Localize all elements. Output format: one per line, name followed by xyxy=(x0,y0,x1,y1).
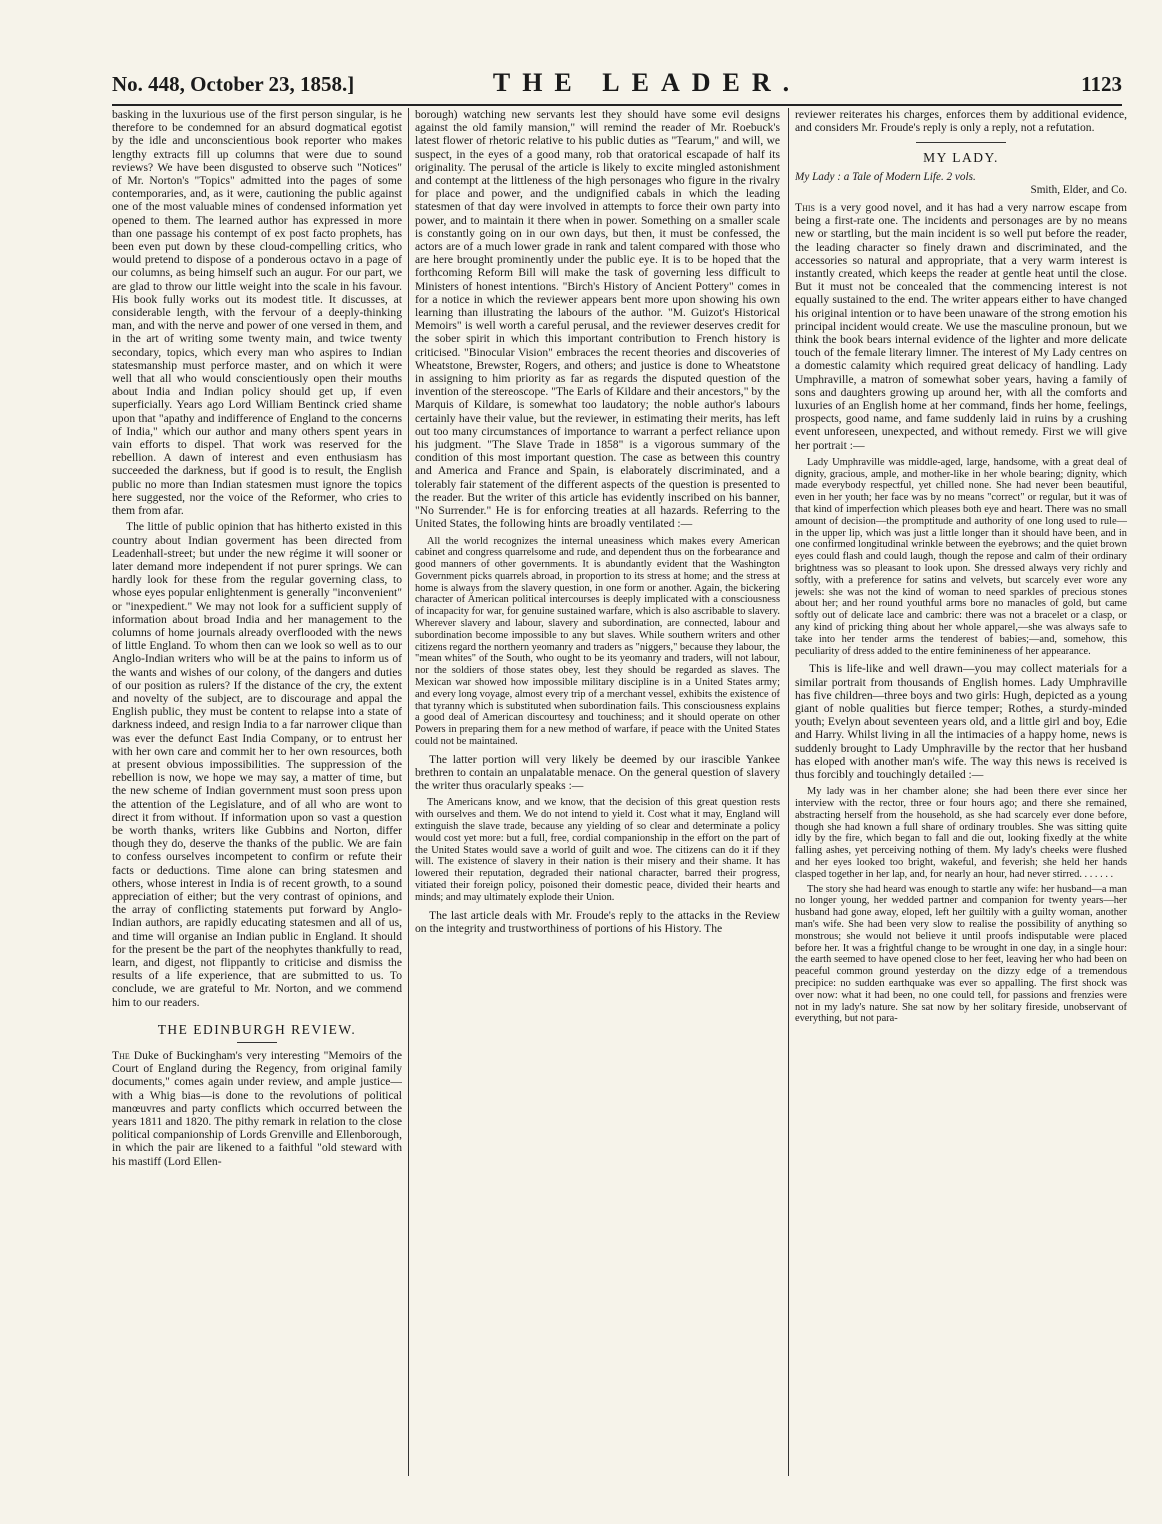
book-publisher: Smith, Elder, and Co. xyxy=(1030,183,1127,196)
article-paragraph: basking in the luxurious use of the first person singular, is he therefore to be condemned for an absurd dogmatical egotist by the idle and unconscientious book reporter who makes lengthy extracts fill up columns that were due to sound reviews? We have been disgusted to observe such "Notices" of Mr. Norton's "Topics" admitted into the pages of some contemporaries, and, as it were, cautioning the public against one of the most valuable mines of condensed information yet opened to them. The learned author has expressed in more than one passage his contempt of ex post facto prophets, has been even put down by these cloud-compelling critics, who would pretend to dispose of a ponderous octavo in a page of our columns, as being himself such an augur. For our part, we are glad to throw our little weight into the scale in his favour. His book fully works out its modest title. It discusses, at considerable length, with the fervour of a deeply-thinking man, and with the nerve and power of one versed in them, and in the art of writing some twenty main, and twice twenty secondary, topics, which every man who aspires to Indian statesmanship must perforce master, and on which it were well that all who would conscientiously open their mouths about India and Indian policy should get up, if even superficially. Years ago Lord William Bentinck cried shame upon that "apathy and indifference of England to the concerns of India," which our author and many others spent years in vain efforts to dispel. That work was reserved for the rebellion. A dawn of interest and even enthusiasm has succeeded the darkness, but if good is to result, the English public no more than Indian statesmen must ignore the topics here suggested, nor the voice of the Reformer, who cries to them from afar. xyxy=(112,108,402,518)
block-quote xyxy=(415,797,780,903)
column-rule xyxy=(408,108,409,1476)
quote-paragraph: The Americans know, and we know, that the decision of this great question rests with ourselves and them. We do not intend to yield it. Cost what it may, England will extinguish the slave trade, because any yielding of so clear and determinate a policy would cost yet more: but a full, free, cordial companionship in the effort on the part of the United States would save a world of guilt and woe. The citizens can do it if they will. The existence of slavery in their nation is their misery and their shame. It has lowered their reputation, degraded their national character, barred their progress, vitiated their foreign policy, poisoned their domestic peace, divided their hearts and minds; and may ultimately explode their Union. xyxy=(415,797,780,903)
block-quote xyxy=(795,457,1127,658)
article-paragraph: reviewer reiterates his charges, enforces them by additional evidence, and considers Mr. Froude's reply is only a reply, not a refutation. xyxy=(795,108,1127,135)
quote-paragraph: My lady was in her chamber alone; she had been there ever since her interview with the rector, three or four hours ago; and there she remained, abstracting herself from the household, as she had scarcely ever done before, though she had known a full share of ordinary troubles. She was sitting quite idly by the fire, which began to fall and die out, looking fixedly at the white falling ashes, yet perceiving nothing of them. My lady's cheeks were flushed and her eyes looked too bright, wakeful, and feverish; she held her hands clasped together in her lap, and, for nearly an hour, had never stirred. . . . . . . xyxy=(795,786,1127,880)
article-paragraph xyxy=(795,201,1127,452)
masthead xyxy=(112,66,1122,106)
divider xyxy=(237,1042,277,1043)
block-quote xyxy=(795,786,1127,1025)
lead-word: The xyxy=(112,1049,130,1063)
quote-paragraph: All the world recognizes the internal uneasiness which makes every American cabinet and congress quarrelsome and rude, and dependent thus on the forbearance and good manners of other governments. It is abundantly evident that the Washington Government picks quarrels abroad, in proportion to its stress at home; and the stress at home is always from the slavery question, in one form or another. Again, the bickering character of American political intercourses is deeply implicated with a consciousness of incapacity for war, for genuine sustained warfare, which is also ascribable to slavery. Wherever slavery and labour, slavery and subordination, are connected, labour and subordination become impossible to any but slaves. While southern writers and other citizens regard the northern yeomanry and traders as "niggers," because they labour, the "mean whites" of the South, who ought to be its yeomanry and traders, will not labour, nor the soldiers of those states obey, lest they should be regarded as slaves. The Mexican war showed how impossible military discipline is in a United States army; and every long voyage, almost every trip of a merchant vessel, exhibits the existence of that tyranny which is substituted when subordination fails. This consciousness explains a good deal of American discourtesy and touchiness; and it should operate on other Powers in preparing them for a new method of warfare, if peace with the United States could not be maintained. xyxy=(415,535,780,748)
column-3 xyxy=(795,108,1127,1476)
issue-date: No. 448, October 23, 1858.] xyxy=(112,72,355,96)
article-paragraph: The last article deals with Mr. Froude's reply to the attacks in the Review on the integrity and trustworthiness of portions of his History. The xyxy=(415,908,780,935)
quote-paragraph: Lady Umphraville was middle-aged, large, handsome, with a great deal of dignity, gracious, ample, and mother-like in her whole bearing; dignity, which made everybody respectful, yet chilled none. She had never been beautiful, even in her youth; her face was by no means "correct" or regular, but it was of that kind of imperfection which pleases both eye and heart. There was no small amount of decision—the promptitude and authority of one long used to rule—in the upper lip, which was just a little longer than it should have been, and in one confirmed longitudinal wrinkle between the eyebrows; and the quiet brown eyes could flash and could laugh, though the repose and calm of their ordinary brightness was so pleasant to look upon. She dressed always very richly and softly, with a preference for satins and velvets, but scarcely ever wore any jewels: she was not the kind of woman to need sparkles of precious stones about her; and her round youthful arms bore no manacles of gold, but came softly out of delicate lace and cambric: there was not a bracelet or a clasp, or any kind of pricking thing about her whole apparel,—she was always safe to take into her tender arms the tenderest of babies;—and, somehow, this peculiarity of dress added to the entire feminineness of her appearance. xyxy=(795,456,1127,657)
article-text: Duke of Buckingham's very interesting "Memoirs of the Court of England during the Regency, from original family documents," comes again under review, and ample justice—with a Whig bias—is done to the revolutions of political manœuvres and party conflicts which occurred between the years 1811 and 1820. The pithy remark in relation to the close political companionship of Lords Grenville and Ellenborough, in which the pair are likened to a faithful "old steward with his mastiff (Lord Ellen- xyxy=(112,1049,402,1168)
page-number: 1123 xyxy=(1081,72,1122,96)
section-heading: MY LADY. xyxy=(923,150,999,166)
column-2 xyxy=(415,108,780,1476)
column-1 xyxy=(112,108,402,1476)
section-heading: THE EDINBURGH REVIEW. xyxy=(157,1021,357,1037)
divider xyxy=(916,142,1006,143)
lead-word: This xyxy=(795,201,815,215)
book-subtitle: My Lady : a Tale of Modern Life. 2 vols. xyxy=(795,170,976,183)
newspaper-title: THE LEADER. xyxy=(492,68,802,97)
article-paragraph: The latter portion will very likely be deemed by our irascible Yankee brethren to contain an unpalatable menace. On the general question of slavery the writer thus oracularly speaks :— xyxy=(415,752,780,793)
article-paragraph: The little of public opinion that has hitherto existed in this country about Indian goverment has been directed from Leadenhall-street; but under the new régime it will sooner or later demand more independent if not purer springs. We can hardly look for these from the regular governing class, to whose eyes popular enlightenment is generally "inconvenient" or "inexpedient." We may not look for a sufficient supply of information about broad India and her management to the columns of home journals already overflooded with the news of little England. To whom then can we look so well as to our Anglo-Indian writers who will be at the pains to inform us of the wants and wishes of our colony, of the dangers and duties of our position as rulers? If the distance of the cry, the extent and novelty of the subject, are to discourage and appal the English public, they must be content to relapse into a state of darkness indeed, and resign India to a far narrower clique than was ever the defunct East India Company, or to entrust her with her own care and commit her to her own resources, both at present obvious impossibilities. The suppression of the rebellion is now, we hope we may say, a matter of time, but the new scheme of Indian government must soon press upon the attention of the Legislature, and of all who are wont to direct it from without. If information upon so vast a question be worth thanks, writers like Gubbins and Norton, differ though they do, deserve the thanks of the public. We are fain to confess ourselves incompetent to confirm or refute their facts or deductions. Time alone can bring statesmen and others, whose interest in India is of recent growth, to a sound appreciation of either; but the very contrast of opinions, and the array of conflicting statements put forward by Anglo-Indian authors, are rapidly educating statesmen and all of us, and time will organise an Indian public in England. It should for the present be the part of the neophytes thankfully to read, learn, and digest, not flippantly to criticise and dismiss the results of a life experience, that are submitted to us. To conclude, we are grateful to Mr. Norton, and we commend him to our readers. xyxy=(112,520,402,1009)
article-paragraph xyxy=(112,1049,402,1168)
article-text: is a very good novel, and it has had a very narrow escape from being a first-rate one. The incidents and personages are by no means new or startling, but the main incident is so well put before the reader, the leading character so finely drawn and discriminated, and the accessories so natural and appropriate, that a very warm interest is instantly created, which keeps the reader at gentle heat until the close. But it must not be concealed that the commencing interest is not equally sustained to the end. The writer appears either to have changed his original intention or to have been unaware of the strong emotion his principal incident would create. We use the masculine pronoun, but we think the book bears internal evidence of the lighter and more delicate touch of the female literary limner. The interest of My Lady centres on a domestic calamity which required great delicacy of handling. Lady Umphraville, a matron of somewhat sober years, having a family of sons and daughters growing up around her, with all the comforts and luxuries of an English home at her command, finds her home, feelings, prospects, good name, and fame suddenly laid in ruins by a crushing event unforeseen, unexpected, and without remedy. First we will give her portrait :— xyxy=(795,201,1127,452)
article-paragraph: borough) watching new servants lest they should have some evil designs against the old family mansion," will remind the reader of Mr. Roebuck's latest flower of rhetoric relative to his public duties as "Tearum," and will, we suspect, in the eyes of a good many, rob that oratorical escapade of half its originality. The perusal of the article is likely to excite mingled astonishment and contempt at the littleness of the high personages who figure in the rivalry for place and power, and the undignified cabals in which the leading statesmen of that day were involved in attempts to force their own party into power, and to maintain it there when in power. Something on a smaller scale is constantly going on in our own days, but then, it must be confessed, the actors are of a much lower grade in rank and talent compared with those who are here brought prominently under the public eye. It is to be hoped that the forthcoming Reform Bill will make the task of governing less difficult to Ministers of honest intentions. "Birch's History of Ancient Pottery" comes in for a notice in which the reviewer appears bent more upon showing his own learning than illustrating the labours of the author. "M. Guizot's Historical Memoirs" is well worth a careful perusal, and the reviewer deserves credit for the sober spirit in which this important contribution to French history is criticised. "Binocular Vision" embraces the recent theories and discoveries of Wheatstone, Brewster, Rogers, and others; and justice is done to Wheatstone in assigning to him priority as far as regards the disputed question of the invention of the stereoscope. "The Earls of Kildare and their ancestors," by the Marquis of Kildare, is somewhat too laudatory; the noble author's labours certainly have their value, but the reviewer, in estimating their merits, has left out too many circumstances of importance to warrant a perfect reliance upon his judgment. "The Slave Trade in 1858" is a vigorous summary of the condition of this most important question. The case as between this country and America and France and Spain, is elaborately discriminated, and a tolerably fair statement of the different aspects of the question is presented to the reader. But the writer of this article has evidently inscribed on his banner, "No Surrender." He is for enforcing treaties at all hazards. Referring to the United States, the following hints are broadly ventilated :— xyxy=(415,108,780,531)
block-quote xyxy=(415,536,780,748)
quote-paragraph: The story she had heard was enough to startle any wife: her husband—a man no longer young, her wedded partner and companion for twenty years—her husband had gone away, eloped, left her guiltily with a guilty woman, another man's wife. She had been very slow to realise the possibility of anything so monstrous; she would not believe it until proofs indisputable were placed before her. It was a frightful change to be wrought in one day, in a single hour: the earth seemed to have opened close to her feet, leaving her who had been on peaceful common ground yesterday on the dizzy edge of a tremendous precipice: no sudden earthquake was ever so appalling. The first shock was over now: what it had been, no one could tell, for passions and frenzies were not in my lady's nature. She sat now by her solitary fireside, unobservant of everything, but not para- xyxy=(795,883,1127,1025)
column-rule xyxy=(788,108,789,1476)
article-paragraph: This is life-like and well drawn—you may collect materials for a similar portrait from thousands of English homes. Lady Umphraville has five children—three boys and two girls: Hugh, depicted as a young giant of noble qualities but fierce temper; Rothes, a sturdy-minded youth; Evelyn about seventeen years old, and a little girl and boy, Edie and Harry. Whilst living in all the intimacies of a happy home, news is suddenly brought to Lady Umphraville by the rector that her husband has eloped with another man's wife. The way this news is received is thus forcibly and touchingly detailed :— xyxy=(795,662,1127,782)
